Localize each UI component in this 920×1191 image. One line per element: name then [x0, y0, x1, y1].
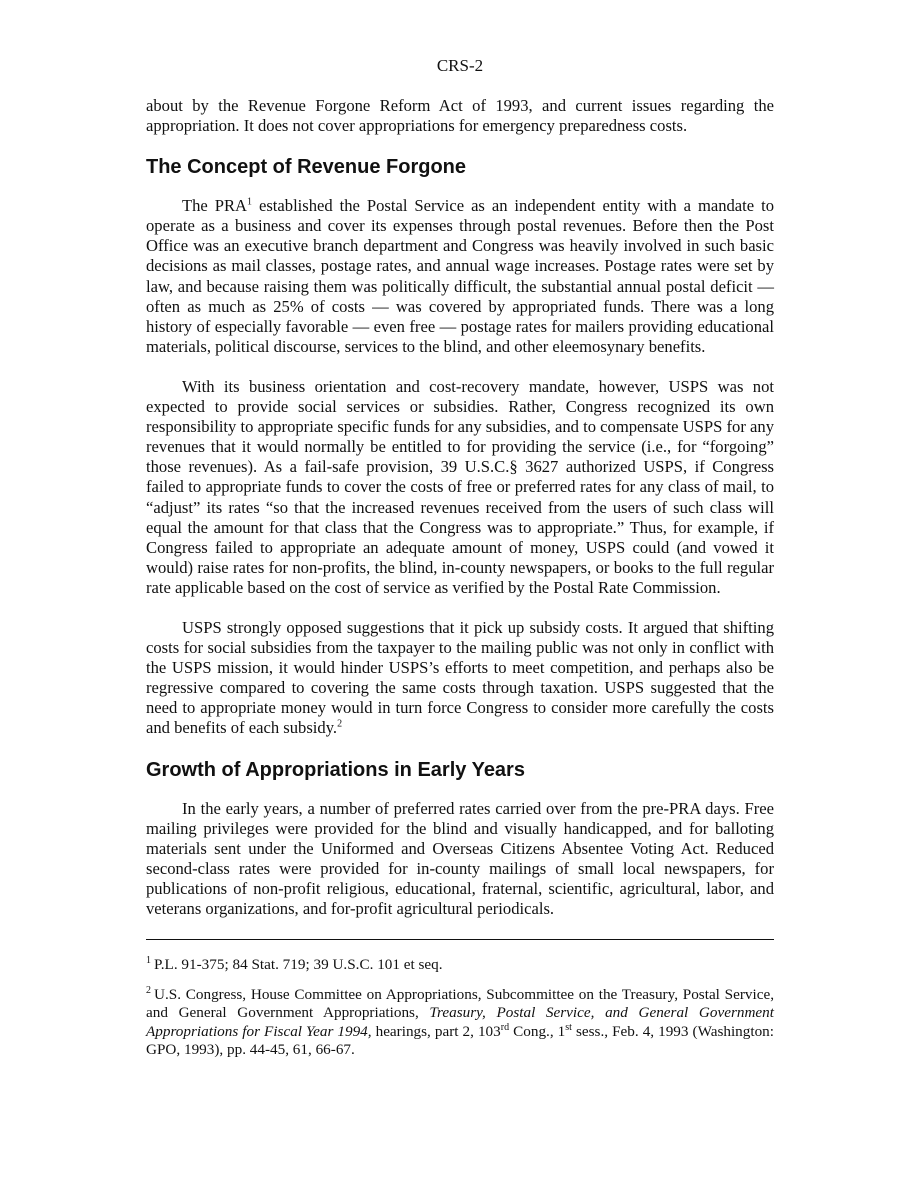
- footnote-1: [146, 956, 774, 975]
- footnote-ref-1[interactable]: 1: [247, 196, 253, 208]
- intro-paragraph: about by the Revenue Forgone Reform Act of 1993, and current issues regarding the appropriation. It does not cover appropriations for emergency preparedness costs.: [146, 96, 774, 136]
- ordinal-suffix: rd: [500, 1021, 510, 1033]
- paragraph-pra: [146, 196, 774, 357]
- paragraph-business-orientation: With its business orientation and cost-recovery mandate, however, USPS was not expected to provide social services or subsidies. Rather, Congress recognized its own responsibility to appropriate specific funds for any subsidies, and to compensate USPS for any revenues that it would normally be entitled to for providing the service (i.e., for “forgoing” those revenues). As a fail-safe provision, 39 U.S.C.§ 3627 authorized USPS, if Congress failed to appropriate funds to cover the costs of free or preferred rates for any class of mail, to “adjust” its rates “so that the increased revenues received from the users of such class will equal the amount for that class that the Congress was to appropriate.” Thus, for example, if Congress failed to appropriate an adequate amount of money, USPS could (and vowed it would) raise rates for non-profits, the blind, in-county newspapers, or books to the full regular rate applicable based on the cost of service as verified by the Postal Rate Commission.: [146, 376, 774, 597]
- footnote-mark: 2: [146, 984, 151, 996]
- footnote-text: hearings, part 2, 103: [371, 1022, 501, 1040]
- footnote-divider: [146, 939, 774, 940]
- footnote-mark: 1: [146, 955, 151, 967]
- page-number-label: CRS-2: [436, 56, 484, 75]
- publication-title: Treasury, Postal Service, and General Government Appropriations for Fiscal Year 1994,: [146, 1004, 774, 1040]
- page-header: [146, 56, 774, 96]
- section-heading-concept: The Concept of Revenue Forgone: [146, 156, 467, 179]
- paragraph-usps-opposed: [146, 618, 774, 739]
- section-heading-growth: Growth of Appropriations in Early Years: [146, 758, 525, 781]
- ordinal-suffix: st: [565, 1021, 572, 1033]
- footnote-text: sess., Feb. 4, 1993 (Washington: GPO, 1993), pp. 44-45, 61, 66-67.: [146, 1022, 774, 1059]
- footnote-2: [146, 986, 774, 1060]
- paragraph-lead: The PRA: [182, 196, 248, 216]
- footnote-ref-2[interactable]: 2: [337, 718, 343, 730]
- paragraph-body: established the Postal Service as an independent entity with a mandate to operate as a business and cover its expenses through postal revenues. Before then the Post Office was an executive branch department and Congress was heavily involved in such basic decisions as mail classes, postage rates, and annual wage increases. Postage rates were set by law, and because raising them was politically difficult, the substantial annual postal deficit — often as much as 25% of costs — was covered by appropriated funds. There was a long history of especially favorable — even free — postage rates for mailers providing educational materials, political discourse, services to the blind, and other eleemosynary benefits.: [146, 196, 774, 356]
- footnote-text: U.S. Congress, House Committee on Appropriations, Subcommittee on the Treasury, Postal Service, and General Government Appropriations,: [146, 985, 774, 1022]
- footnote-text: P.L. 91-375; 84 Stat. 719; 39 U.S.C. 101 et seq.: [154, 956, 443, 974]
- footnote-text: Cong., 1: [509, 1022, 566, 1040]
- paragraph-body: USPS strongly opposed suggestions that it pick up subsidy costs. It argued that shifting costs for social subsidies from the taxpayer to the mailing public was not only in conflict with the USPS mission, it would hinder USPS’s efforts to meet competition, and perhaps also be regressive compared to covering the same costs through taxation. USPS suggested that the need to appropriate money would in turn force Congress to consider more carefully the costs and benefits of each subsidy.: [146, 617, 774, 738]
- document-page: [146, 0, 774, 1060]
- paragraph-early-years: In the early years, a number of preferred rates carried over from the pre-PRA days. Free mailing privileges were provided for the blind and visually handicapped, and for balloting materials sent under the Uniformed and Overseas Citizens Absentee Voting Act. Reduced second-class rates were provided for in-county mailings of small local newspapers, for publications of non-profit religious, educational, fraternal, scientific, agricultural, labor, and veterans organizations, and for-profit agricultural periodicals.: [146, 798, 774, 918]
